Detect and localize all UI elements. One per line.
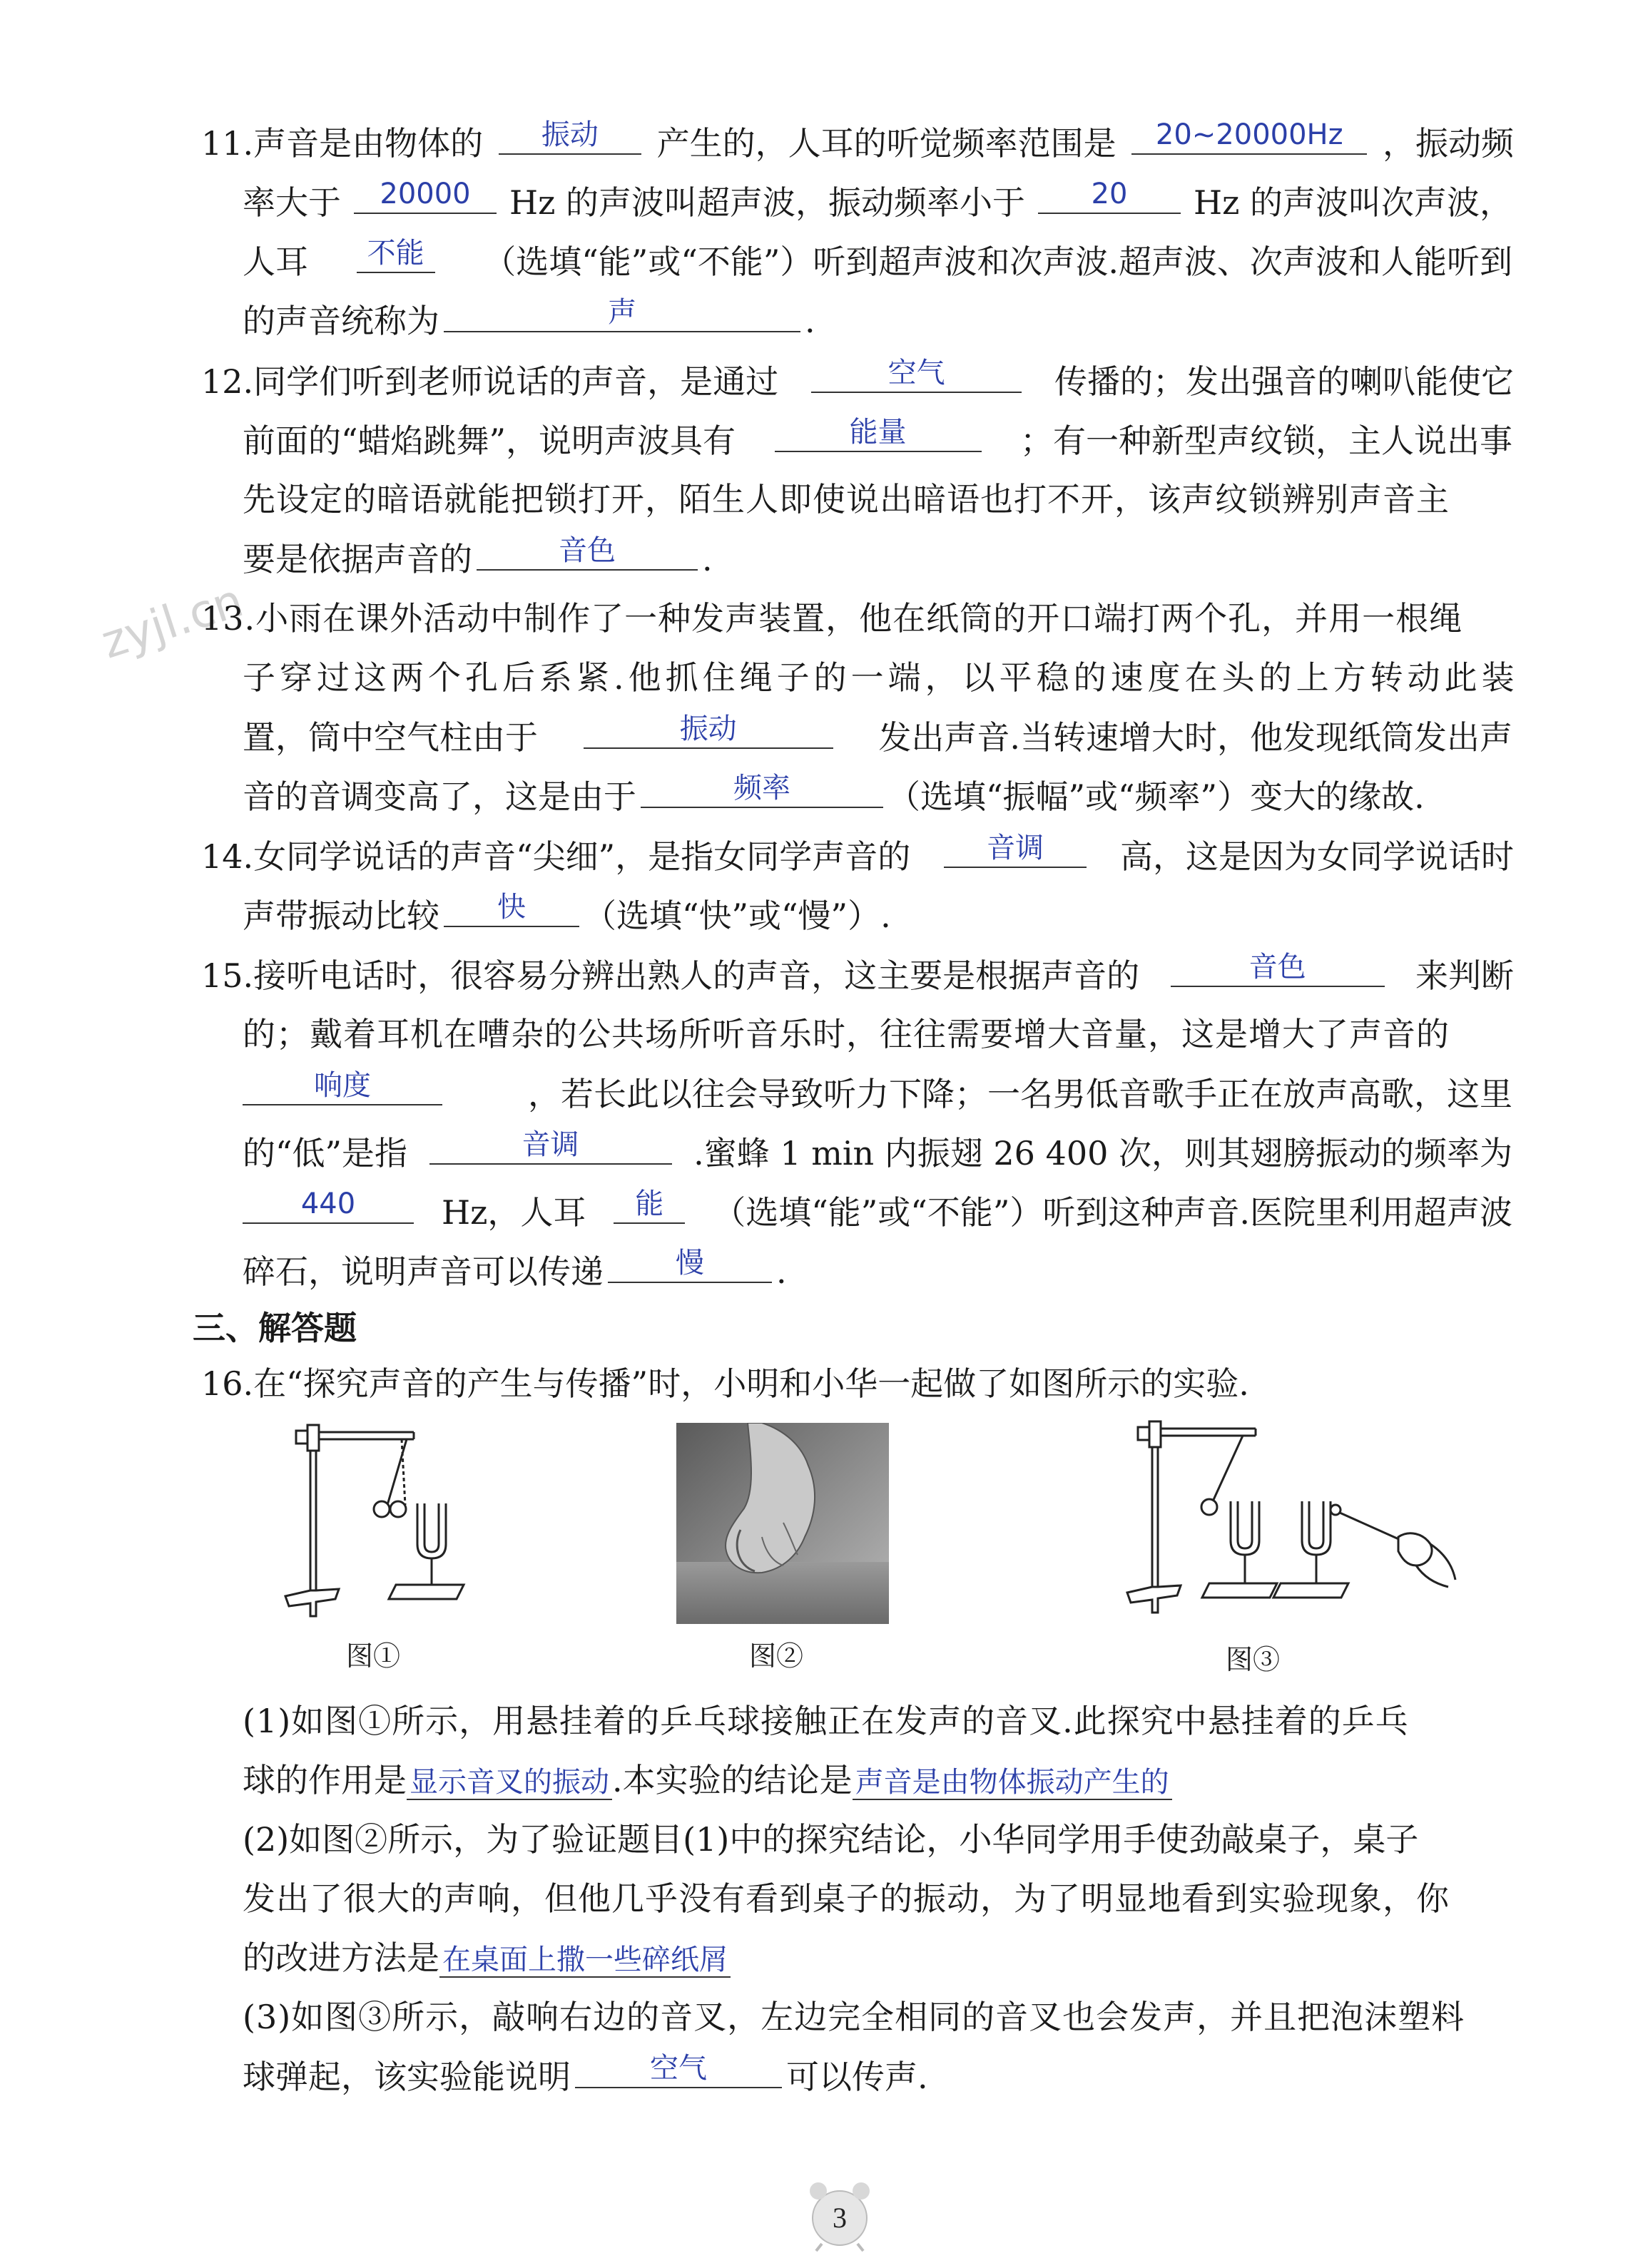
section-heading: 三、解答题 [193,1309,357,1347]
q11-line-4: 的声音统称为 声 . [243,296,815,340]
watermark-text: zyjl.cn [95,574,250,670]
q11-blank-5[interactable]: 不能 [357,236,435,273]
q13-blank-1[interactable]: 振动 [584,712,833,749]
q15-line-3: 响度 ，若长此以往会导致听力下降；一名男低音歌手正在放声高歌，这里 [243,1068,1512,1119]
q16-title: 16.在“探究声音的产生与传播”时，小明和小华一起做了如图所示的实验. [201,1364,1249,1403]
q15-blank-3[interactable]: 音调 [429,1128,672,1165]
q16-part2-line-3: 的改进方法是 在桌面上撒一些碎纸屑 [243,1933,1512,1985]
q15-line-4: 的“低”是指 音调 .蜜蜂 1 min 内振翅 26 400 次，则其翅膀振动的频率为 [243,1128,1512,1173]
q15-blank-4[interactable]: 440 [243,1187,414,1224]
q15-blank-6[interactable]: 慢 [608,1246,772,1283]
q11-blank-4[interactable]: 20 [1038,177,1181,214]
q16-part1-answer-2[interactable]: 声音是由物体振动产生的 [853,1766,1172,1800]
q15-blank-5[interactable]: 能 [614,1187,685,1224]
q14-blank-2[interactable]: 快 [444,890,579,927]
q12-blank-1[interactable]: 空气 [811,356,1022,393]
figure-1-tuning-fork-pendulum [282,1419,496,1633]
q12-line-3: 先设定的暗语就能把锁打开，陌生人即使说出暗语也打不开，该声纹锁辨别声音主 [243,480,1450,519]
q16-part2-line-2: 发出了很大的声响，但他几乎没有看到桌子的振动，为了明显地看到实验现象，你 [243,1879,1450,1918]
q16-part2-line-1: (2)如图②所示，为了验证题目(1)中的探究结论，小华同学用手使劲敲桌子，桌子 [243,1820,1419,1859]
q14-line-2: 声带振动比较 快 （选填“快”或“慢”）. [243,891,891,935]
q15-blank-2[interactable]: 响度 [243,1068,442,1105]
q11-line-3: 人耳 不能 （选填“能”或“不能”）听到超声波和次声波.超声波、次声波和人能听到 [243,237,1512,281]
q11-blank-3[interactable]: 20000 [354,177,497,214]
q16-part3-line-2: 球弹起，该实验能说明 空气 可以传声. [243,2052,928,2096]
q11-line-1: 11.声音是由物体的 振动 产生的，人耳的听觉频率范围是 20~20000Hz ，振动频 [201,118,1514,163]
q11-blank-1[interactable]: 振动 [499,118,641,155]
q13-blank-2[interactable]: 频率 [641,771,883,808]
figure-2-caption: 图② [749,1640,804,1672]
figure-3-caption: 图③ [1226,1644,1281,1675]
q15-line-6: 碎石，说明声音可以传递 慢 . [243,1247,787,1291]
q15-line-1: 15.接听电话时，很容易分辨出熟人的声音，这主要是根据声音的 音色 来判断 [201,951,1514,995]
figure-2-hand-knocking-table [676,1423,889,1624]
q12-line-4: 要是依据声音的 音色 . [243,534,713,578]
q13-line-4: 音的音调变高了，这是由于 频率 （选填“振幅”或“频率”）变大的缘故. [243,772,1425,816]
q15-blank-1[interactable]: 音色 [1171,950,1385,987]
figure-1-caption: 图① [346,1640,401,1672]
q16-part1-line-1: (1)如图①所示，用悬挂着的乒乓球接触正在发声的音叉.此探究中悬挂着的乒乓 [243,1702,1409,1740]
q12-blank-2[interactable]: 能量 [775,415,982,452]
q16-part3-line-1: (3)如图③所示，敲响右边的音叉，左边完全相同的音叉也会发声，并且把泡沫塑料 [243,1998,1465,2036]
q16-part1-line-2: 球的作用是 显示音叉的振动.本实验的结论是 声音是由物体振动产生的 [243,1755,1512,1807]
q11-blank-2[interactable]: 20~20000Hz [1131,118,1367,155]
q15-line-2: 的；戴着耳机在嘈杂的公共场所听音乐时，往往需要增大音量，这是增大了声音的 [243,1015,1450,1053]
q12-line-2: 前面的“蜡焰跳舞”，说明声波具有 能量 ；有一种新型声纹锁，主人说出事 [243,416,1512,460]
q16-part1-answer-1[interactable]: 显示音叉的振动 [407,1766,612,1800]
q15-line-5: 440 Hz，人耳 能 （选填“能”或“不能”）听到这种声音.医院里利用超声波 [243,1187,1512,1237]
q14-blank-1[interactable]: 音调 [944,831,1087,868]
page-number-badge [793,2175,886,2254]
figure-3-two-tuning-forks [1099,1416,1462,1637]
q13-line-2: 子穿过这两个孔后系紧.他抓住绳子的一端，以平稳的速度在头的上方转动此装 [243,658,1519,697]
q11-blank-6[interactable]: 声 [444,295,800,332]
q16-part3-blank[interactable]: 空气 [575,2051,782,2088]
page-number: 3 [833,2202,847,2234]
q12-blank-3[interactable]: 音色 [477,533,698,571]
q13-line-3: 置，筒中空气柱由于 振动 发出声音.当转速增大时，他发现纸筒发出声 [243,712,1512,757]
q12-line-1: 12.同学们听到老师说话的声音，是通过 空气 传播的；发出强音的喇叭能使它 [201,357,1514,401]
q16-part2-answer[interactable]: 在桌面上撒一些碎纸屑 [439,1943,731,1978]
q11-line-2: 率大于 20000 Hz 的声波叫超声波，振动频率小于 20 Hz 的声波叫次声波， [243,178,1512,222]
q13-line-1: 13.小雨在课外活动中制作了一种发声装置，他在纸筒的开口端打两个孔，并用一根绳 [201,599,1463,638]
q14-line-1: 14.女同学说话的声音“尖细”，是指女同学声音的 音调 高，这是因为女同学说话时 [201,832,1514,876]
